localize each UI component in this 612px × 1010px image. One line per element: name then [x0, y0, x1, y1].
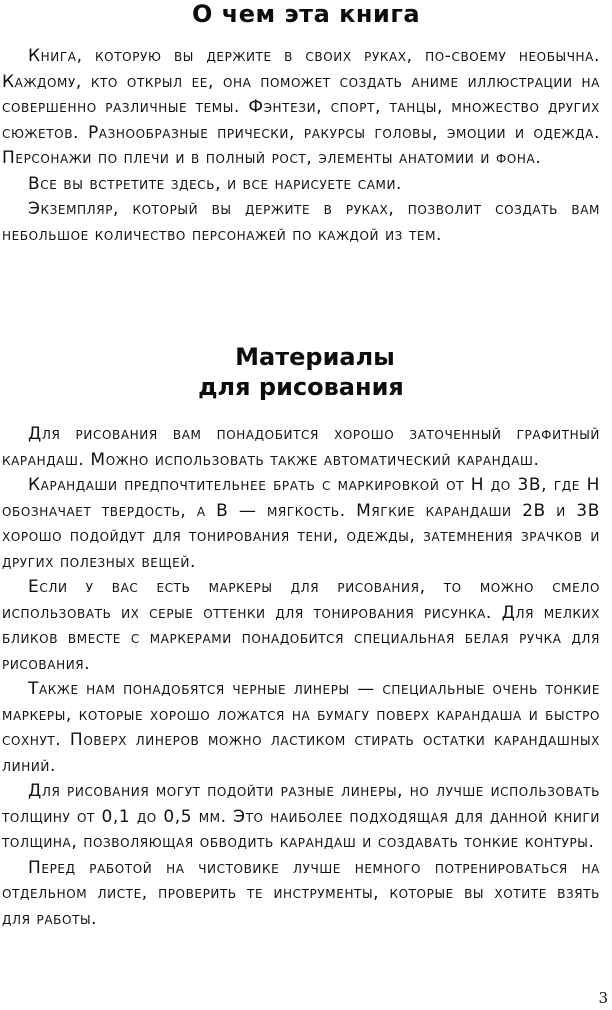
section-title-line: для рисования — [198, 373, 404, 401]
section-title-line: Материалы — [235, 343, 395, 371]
paragraph: Для рисования могут подойти разные линеры, но лучше использовать толщину от 0,1 до 0,5 мм. Это наиболее подходящая для данной книги толщина, позволяющая обводить карандаш и создавать тонкие контуры. — [2, 781, 600, 852]
paragraph: Карандаши предпочтительнее брать с маркировкой от H до 3B, где H обозначает твердость, а B — мягкость. Мягкие карандаши 2B и 3B хорошо подойдут для тонирования тени, одежды, затемнения зрачков и других полезных вещей. — [2, 475, 600, 572]
section-title-materials — [0, 342, 612, 402]
page-number: 3 — [598, 989, 608, 1007]
paragraph: Если у вас есть маркеры для рисования, то можно смело использовать их серые оттенки для тонирования рисунка. Для мелких бликов вместе с маркерами понадобится специальная белая ручка для рисования. — [2, 577, 600, 674]
section-materials-text — [2, 422, 600, 932]
paragraph: Перед работой на чистовике лучше немного потренироваться на отдельном листе, проверить те инструменты, которые вы хотите взять для работы. — [2, 857, 600, 929]
section-about-book-text — [2, 44, 600, 248]
paragraph: Книга, которую вы держите в своих руках, по-своему необычна. Каждому, кто открыл ее, она поможет создать аниме иллюстрации на совершенно различные темы. Фэнтези, спорт, танцы, множество других сюжетов. Разнообразные прически, ракурсы головы, эмоции и одежда. Персонажи по плечи и в полный рост, элементы анатомии и фона. — [2, 46, 600, 168]
paragraph: Также нам понадобятся черные линеры — специальные очень тонкие маркеры, которые хорошо ложатся на бумагу поверх карандаша и быстро сохнут. Поверх линеров можно ластиком стирать остатки карандашных линий. — [2, 679, 600, 776]
section-title-about-book: О чем эта книга — [191, 0, 421, 28]
paragraph: Экземпляр, который вы держите в руках, позволит создать вам небольшое количество персонажей по каждой из тем. — [2, 199, 600, 245]
paragraph: Все вы встретите здесь, и все нарисуете сами. — [28, 173, 403, 194]
paragraph: Для рисования вам понадобится хорошо заточенный графитный карандаш. Можно использовать также автоматический карандаш. — [2, 424, 600, 470]
